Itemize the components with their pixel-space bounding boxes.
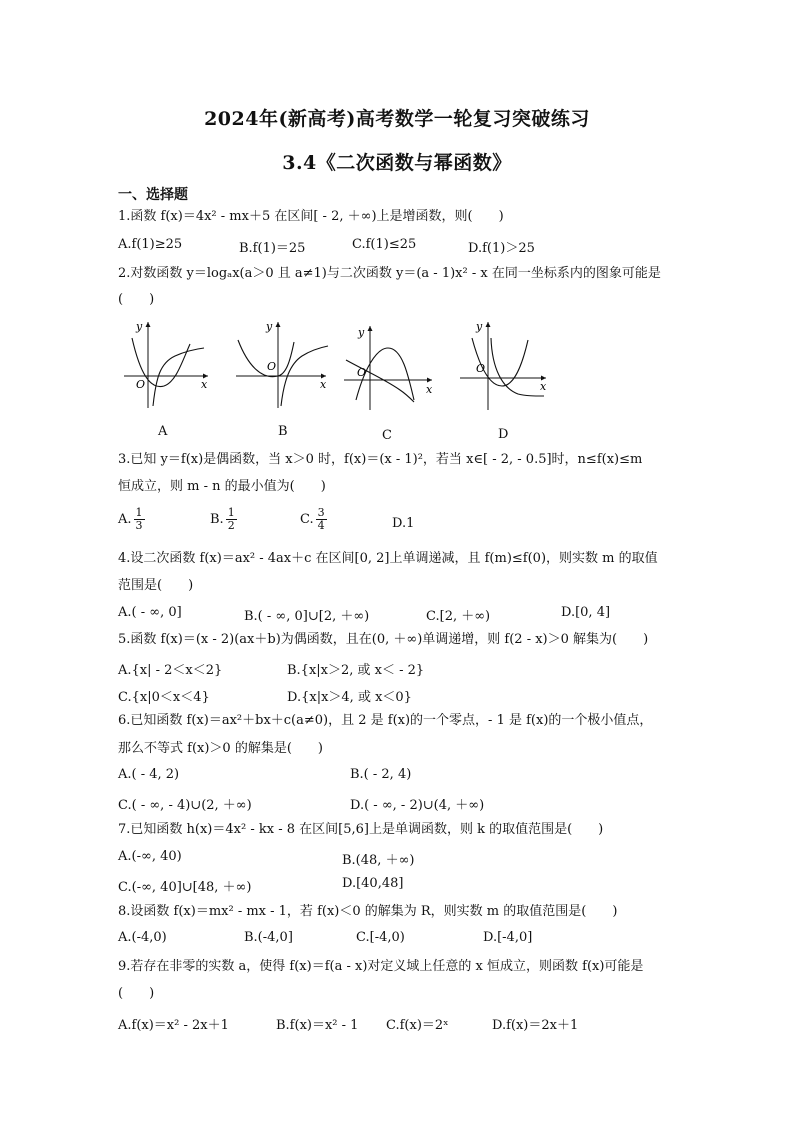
q6-option-b: B.( - 2, 4) <box>350 767 412 782</box>
x-label: x <box>320 378 327 391</box>
q4-option-c: C.[2, ＋∞) <box>426 609 491 624</box>
q1-option-c: C.f(1)≤25 <box>352 237 417 252</box>
origin-label: O <box>136 378 146 391</box>
q8-option-a: A.(-4,0) <box>118 930 167 945</box>
q9-option-c: C.f(x)＝2ˣ <box>386 1018 449 1033</box>
q4-stem-line2: 范围是( ) <box>118 578 194 593</box>
fraction: $\frac{1}{3}$ <box>135 506 143 532</box>
x-label: x <box>426 383 433 396</box>
q6-stem: 6.已知函数 f(x)＝ax²＋bx＋c(a≠0)，且 2 是 f(x)的一个零点，- 1 是 f(x)的一个极小值点， <box>118 713 653 728</box>
q7-option-b: B.(48, ＋∞) <box>342 853 415 868</box>
q5-option-d: D.{x|x＞4, 或 x＜0} <box>287 690 412 705</box>
q5-option-a: A.{x| - 2＜x＜2} <box>118 663 223 678</box>
fraction: $\frac{1}{2}$ <box>227 506 235 532</box>
q5-stem: 5.函数 f(x)＝(x - 2)(ax＋b)为偶函数，且在(0, ＋∞)单调递增，则 f(2 - x)＞0 解集为( ) <box>118 632 649 647</box>
q3-option-a <box>118 507 145 532</box>
q4-option-b: B.( - ∞, 0]∪[2, ＋∞) <box>244 609 370 624</box>
q6-option-c: C.( - ∞, - 4)∪(2, ＋∞) <box>118 798 252 813</box>
origin-label: O <box>267 360 277 373</box>
option-letter: A. <box>118 512 132 527</box>
option-letter: B. <box>210 512 224 527</box>
q6-stem-line2: 那么不等式 f(x)＞0 的解集是( ) <box>118 741 323 756</box>
q1-option-d: D.f(1)＞25 <box>468 241 535 256</box>
q3-option-c <box>300 507 327 532</box>
origin-label: O <box>476 362 486 375</box>
y-label: y <box>136 320 143 333</box>
q4-stem: 4.设二次函数 f(x)＝ax² - 4ax＋c 在区间[0, 2]上单调递减，且 f(m)≤f(0)，则实数 m 的取值 <box>118 551 658 566</box>
q5-option-b: B.{x|x＞2, 或 x＜ - 2} <box>287 663 425 678</box>
q9-option-b: B.f(x)＝x² - 1 <box>276 1018 359 1033</box>
q9-stem: 9.若存在非零的实数 a，使得 f(x)＝f(a - x)对定义域上任意的 x 恒成立，则函数 f(x)可能是 <box>118 959 644 974</box>
graph-b <box>234 318 330 410</box>
q3-stem-line2: 恒成立，则 m - n 的最小值为( ) <box>118 479 326 494</box>
q2-stem: 2.对数函数 y＝logₐx(a＞0 且 a≠1)与二次函数 y＝(a - 1)x² - x 在同一坐标系内的图象可能是 <box>118 266 661 281</box>
q1-stem: 1.函数 f(x)＝4x² - mx＋5 在区间[ - 2, ＋∞)上是增函数，则( ) <box>118 209 504 224</box>
graph-label-b: B <box>278 424 288 439</box>
q8-option-b: B.(-4,0] <box>244 930 293 945</box>
q7-option-a: A.(-∞, 40) <box>118 849 182 864</box>
q5-option-c: C.{x|0＜x＜4} <box>118 690 210 705</box>
parabola-curve <box>472 338 528 386</box>
log-curve <box>491 338 544 396</box>
q7-option-d: D.[40,48] <box>342 876 404 891</box>
q9-option-d: D.f(x)＝2x＋1 <box>492 1018 579 1033</box>
q3-option-b <box>210 507 237 532</box>
x-label: x <box>540 380 547 393</box>
q3-option-d: D.1 <box>392 516 415 531</box>
q9-option-a: A.f(x)＝x² - 2x＋1 <box>118 1018 229 1033</box>
origin-label: O <box>357 366 367 379</box>
graph-d <box>458 318 550 410</box>
log-curve <box>153 348 204 406</box>
q8-stem: 8.设函数 f(x)＝mx² - mx - 1，若 f(x)＜0 的解集为 R，则实数 m 的取值范围是( ) <box>118 904 618 919</box>
document-title: 2024年(新高考)高考数学一轮复习突破练习 <box>204 108 590 130</box>
q6-option-a: A.( - 4, 2) <box>118 767 180 782</box>
section-heading: 一、选择题 <box>118 187 188 203</box>
graph-label-a: A <box>158 424 168 439</box>
y-label: y <box>266 320 273 333</box>
graph-a <box>120 318 212 410</box>
q1-option-b: B.f(1)＝25 <box>239 241 306 256</box>
q1-option-a: A.f(1)≥25 <box>118 237 183 252</box>
parabola-curve <box>356 348 414 400</box>
q4-option-a: A.( - ∞, 0] <box>118 605 182 620</box>
q3-stem: 3.已知 y＝f(x)是偶函数，当 x＞0 时，f(x)＝(x - 1)²，若当 x∈[ - 2, - 0.5]时，n≤f(x)≤m <box>118 452 643 467</box>
graph-label-d: D <box>498 427 509 442</box>
fraction: $\frac{3}{4}$ <box>317 506 325 532</box>
graph-label-c: C <box>382 428 392 443</box>
q4-option-d: D.[0, 4] <box>561 605 611 620</box>
document-subtitle: 3.4《二次函数与幂函数》 <box>282 152 512 174</box>
option-letter: C. <box>300 512 314 527</box>
q2-stem-bracket: ( ) <box>118 292 155 307</box>
q8-option-c: C.[-4,0) <box>356 930 405 945</box>
q6-option-d: D.( - ∞, - 2)∪(4, ＋∞) <box>350 798 485 813</box>
graph-c <box>342 318 436 410</box>
q7-stem: 7.已知函数 h(x)＝4x² - kx - 8 在区间[5,6]上是单调函数，则 k 的取值范围是( ) <box>118 822 604 837</box>
parabola-curve <box>238 340 294 377</box>
q9-stem-bracket: ( ) <box>118 986 155 1001</box>
q7-option-c: C.(-∞, 40]∪[48, ＋∞) <box>118 880 252 895</box>
y-label: y <box>476 320 483 333</box>
x-label: x <box>201 378 208 391</box>
y-label: y <box>358 326 365 339</box>
q8-option-d: D.[-4,0] <box>483 930 533 945</box>
